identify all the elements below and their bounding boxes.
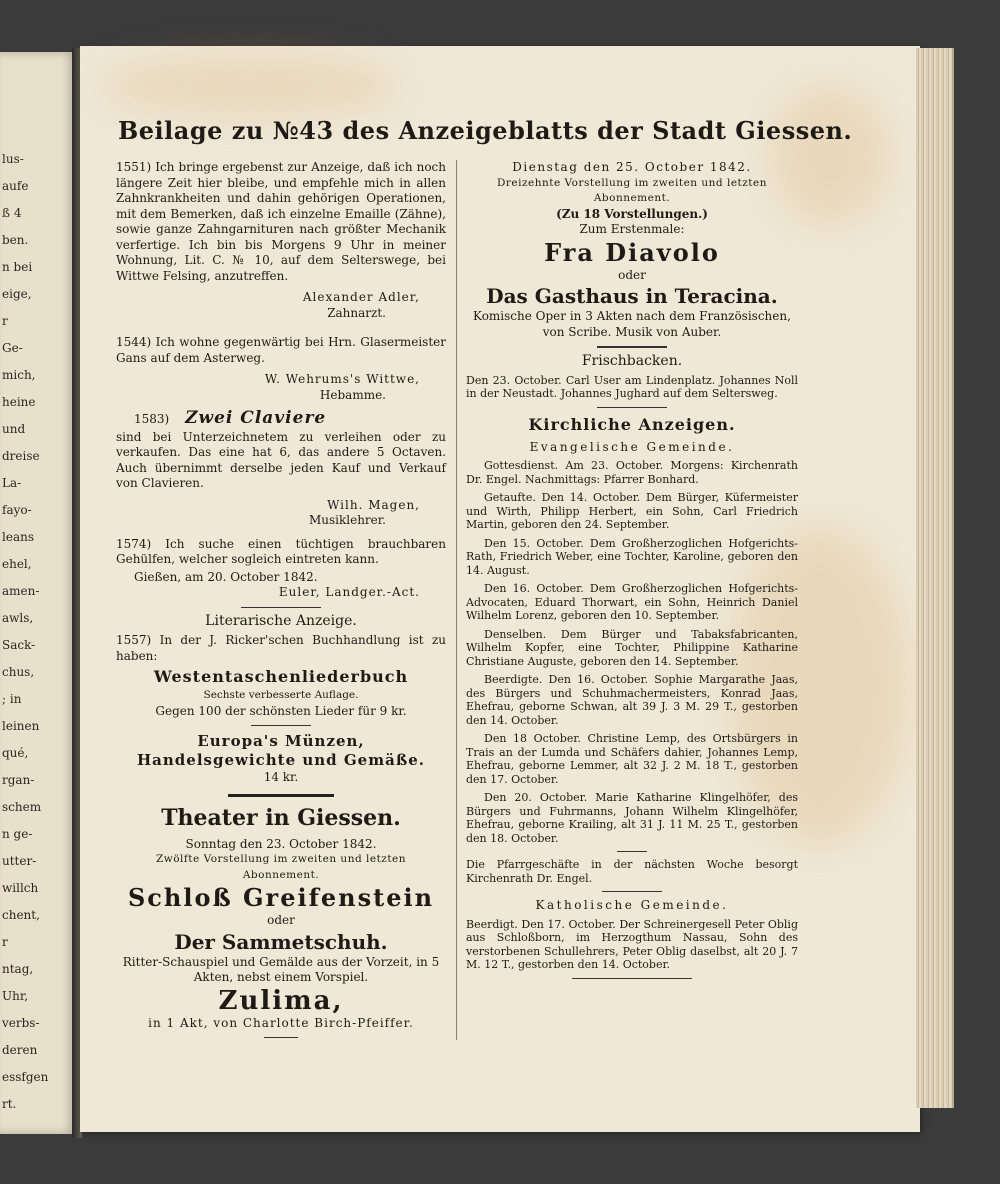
europa-title: Europa's Münzen, Handelsgewichte und Gemäße. [137, 732, 425, 769]
ad-1583-title-line: Musiklehrer. [308, 513, 386, 527]
left-page-fragment: ehel, [2, 557, 32, 571]
left-page-fragment: essfgen [2, 1070, 49, 1084]
play-title: Schloß Greifenstein [127, 883, 435, 912]
left-page-fragment: aufe [2, 179, 29, 193]
ad-1557: 1557) In der J. Ricker'schen Buchhandlung ist zu haben: [116, 633, 446, 663]
church-entry: Getaufte. Den 14. October. Dem Bürger, Küfermeister und Wirth, Philipp Herbert, ein Sohn, Carl Friedrich Martin, geboren den 24. September. [466, 491, 798, 531]
evangelical-heading: Evangelische Gemeinde. [529, 439, 735, 454]
europa-price: 14 kr. [263, 770, 299, 784]
book-price: Gegen 100 der schönsten Lieder für 9 kr. [155, 703, 407, 718]
church-entry: Den 20. October. Marie Katharine Klingelhöfer, des Bürgers und Fuhrmanns, Johann Wilhelm Klingelhöfer, Ehefrau, geborne Krailing, alt 31 J. 11 M. 25 T., gestorben den 18. October. [466, 791, 798, 845]
rule [597, 346, 667, 348]
opera-description: Komische Oper in 3 Akten nach dem Französischen, von Scribe. Musik von Auber. [473, 309, 791, 339]
left-page-fragment: leans [2, 530, 34, 544]
ad-1583-number: 1583) [134, 412, 170, 426]
theater-heading: Theater in Giessen. [161, 804, 401, 831]
right-performance: Dreizehnte Vorstellung im zweiten und letzten Abonnement. [496, 176, 767, 204]
page-stack-edge [916, 48, 954, 1108]
left-page-fragment: chent, [2, 908, 40, 922]
left-page-fragment: awls, [2, 611, 34, 625]
frisch-heading: Frischbacken. [581, 353, 683, 369]
play-oder: oder [267, 913, 295, 927]
church-entry: Den 16. October. Dem Großherzoglichen Hofgerichts-Advocaten, Eduard Thorwart, ein Sohn, Heinrich Daniel Wilhelm Lorenz, geboren den 10. September. [466, 582, 798, 622]
left-page-fragment: Sack- [2, 638, 36, 652]
left-page-fragment: rt. [2, 1097, 17, 1111]
rule [602, 891, 662, 892]
church-entry: Den 15. October. Dem Großherzoglichen Hofgerichts-Rath, Friedrich Weber, eine Tochter, Karoline, geboren den 14. August. [466, 536, 798, 577]
left-page-fragment: ; in [2, 692, 22, 706]
rule [264, 1037, 298, 1038]
ad-1544-title: Hebamme. [319, 387, 386, 402]
first-time-label: Zum Erstenmale: [579, 222, 685, 236]
ad-1544-signature: W. Wehrums's Wittwe, [264, 372, 420, 386]
frisch-text: Den 23. October. Carl User am Lindenplatz. Johannes Noll in der Neustadt. Johannes Jughard auf dem Seltersweg. [466, 373, 798, 400]
ad-1551: 1551) Ich bringe ergebenst zur Anzeige, daß ich noch längere Zeit hier bleibe, und empfehle mich in allen Zahnkrankheiten und dahin gehörigen Operationen, mit dem Bemerken, daß ich einzelne Emaille (Zähne), sowie ganze Zahngarnituren nach größter Mechanik verfertige. Ich bin bis Morgens 9 Uhr in meiner Wohnung, Lit. C. № 10, auf dem Selterswege, bei Wittwe Felsing, anzutreffen. [116, 160, 446, 283]
rule [251, 725, 311, 726]
ad-1583: sind bei Unterzeichnetem zu verleihen oder zu verkaufen. Das eine hat 6, das andere 5 Octaven. Auch übernimmt derselbe jeden Kauf und Verkauf von Clavieren. [116, 429, 446, 490]
left-page-fragment: lus- [2, 152, 24, 166]
column-divider [456, 160, 457, 1040]
left-page-fragment: eige, [2, 287, 32, 301]
right-column [466, 160, 798, 985]
left-page-fragment: ntag, [2, 962, 34, 976]
ad-1583-heading [134, 408, 446, 428]
play2-title: Zulima, [218, 985, 344, 1016]
left-page-fragment: qué, [2, 746, 29, 760]
left-page-fragment: n bei [2, 260, 33, 274]
left-page-fragment: r [2, 314, 8, 328]
left-page-fragment: heine [2, 395, 36, 409]
left-page-fragment: verbs- [2, 1016, 40, 1030]
ad-1574: 1574) Ich suche einen tüchtigen brauchbaren Gehülfen, welcher sogleich eintreten kann. [116, 536, 446, 566]
church-entry: Den 18 October. Christine Lemp, des Ortsbürgers in Trais an der Lumda und Schäfers dahier, Johannes Lemp, Ehefrau, geborne Lemmer, alt 32 J. 2 M. 18 T., gestorben den 17. October. [466, 732, 798, 786]
rule [241, 607, 321, 608]
left-page-fragment: mich, [2, 368, 36, 382]
left-page-fragment: leinen [2, 719, 40, 733]
left-page-fragment: ben. [2, 233, 29, 247]
play-description: Ritter-Schauspiel und Gemälde aus der Vorzeit, in 5 Akten, nebst einem Vorspiel. [122, 954, 440, 984]
thick-rule [228, 794, 334, 797]
left-page-fragment: dreise [2, 449, 40, 463]
masthead-title: Beilage zu №43 des Anzeigeblatts der Stadt Giessen. [118, 116, 853, 145]
right-performance-count: (Zu 18 Vorstellungen.) [556, 206, 708, 221]
literary-heading: Literarische Anzeige. [205, 612, 357, 629]
ad-1583-signature: Wilh. Magen, [327, 497, 420, 512]
church-entry: Denselben. Dem Bürger und Tabaksfabricanten, Wilhelm Kopfer, eine Tochter, Philippine Katharine Christiane Auguste, geboren den 14. September. [466, 627, 798, 668]
ad-1583-title: Zwei Claviere [185, 408, 327, 428]
church-entry: Gottesdienst. Am 23. October. Morgens: Kirchenrath Dr. Engel. Nachmittags: Pfarrer Bonhard. [466, 459, 798, 486]
left-page-fragment: utter- [2, 854, 37, 868]
left-page-fragment: schem [2, 800, 42, 814]
opera-title: Fra Diavolo [544, 237, 720, 267]
ad-1551-signature: Alexander Adler, [302, 290, 420, 304]
left-page-fragment: r [2, 935, 8, 949]
church-heading: Kirchliche Anzeigen. [528, 414, 736, 434]
ad-1544: 1544) Ich wohne gegenwärtig bei Hrn. Glasermeister Gans auf dem Asterweg. [116, 335, 446, 365]
opera-subtitle: Das Gasthaus in Teracina. [486, 284, 778, 308]
opera-oder: oder [618, 267, 646, 282]
book-title: Westentaschenliederbuch [153, 667, 409, 686]
left-page-fragment: fayo- [2, 503, 32, 517]
book-edition: Sechste verbesserte Auflage. [203, 689, 359, 701]
left-page-fragment: ß 4 [2, 206, 22, 220]
rule [597, 407, 667, 408]
left-page-fragment: rgan- [2, 773, 35, 787]
left-column [116, 160, 446, 1044]
catholic-entry: Beerdigt. Den 17. October. Der Schreinergesell Peter Oblig aus Schloßborn, im Herzogthum Nassau, Sohn des verstorbenen Schullehrers, Peter Oblig daselbst, alt 20 J. 7 M. 12 T., gestorben den 14. October. [466, 917, 798, 971]
ad-1574-signature: Euler, Landger.-Act. [278, 585, 420, 599]
play-subtitle: Der Sammetschuh. [174, 929, 388, 954]
left-page-fragment: n ge- [2, 827, 33, 841]
church-entry: Beerdigte. Den 16. October. Sophie Margarathe Jaas, des Bürgers und Schuhmachermeisters, Konrad Jaas, Ehefrau, geborne Schwan, alt 39 J. 3 M. 29 T., gestorben den 14. October. [466, 673, 798, 727]
left-page-fragment: willch [2, 881, 39, 895]
left-page-fragment: und [2, 422, 26, 436]
rule [617, 851, 647, 852]
right-date: Dienstag den 25. October 1842. [512, 160, 752, 174]
rule [572, 978, 692, 979]
theater-date: Sonntag den 23. October 1842. [185, 836, 377, 851]
left-page-fragment: chus, [2, 665, 35, 679]
catholic-heading: Katholische Gemeinde. [535, 898, 729, 912]
ad-1551-title: Zahnarzt. [327, 305, 386, 320]
left-page-fragment: deren [2, 1043, 38, 1057]
left-page-fragment: La- [2, 476, 22, 490]
church-entries [466, 459, 798, 845]
ad-1574-place: Gießen, am 20. October 1842. [134, 569, 318, 584]
left-page-edge [0, 52, 76, 1134]
left-page-fragment: amen- [2, 584, 40, 598]
play2-description: in 1 Akt, von Charlotte Birch-Pfeiffer. [148, 1015, 414, 1030]
left-page-fragment: Uhr, [2, 989, 29, 1003]
pfarr-text: Die Pfarrgeschäfte in der nächsten Woche besorgt Kirchenrath Dr. Engel. [466, 858, 798, 885]
left-page-fragment: Ge- [2, 341, 23, 355]
theater-performance: Zwölfte Vorstellung im zweiten und letzten Abonnement. [155, 853, 407, 881]
